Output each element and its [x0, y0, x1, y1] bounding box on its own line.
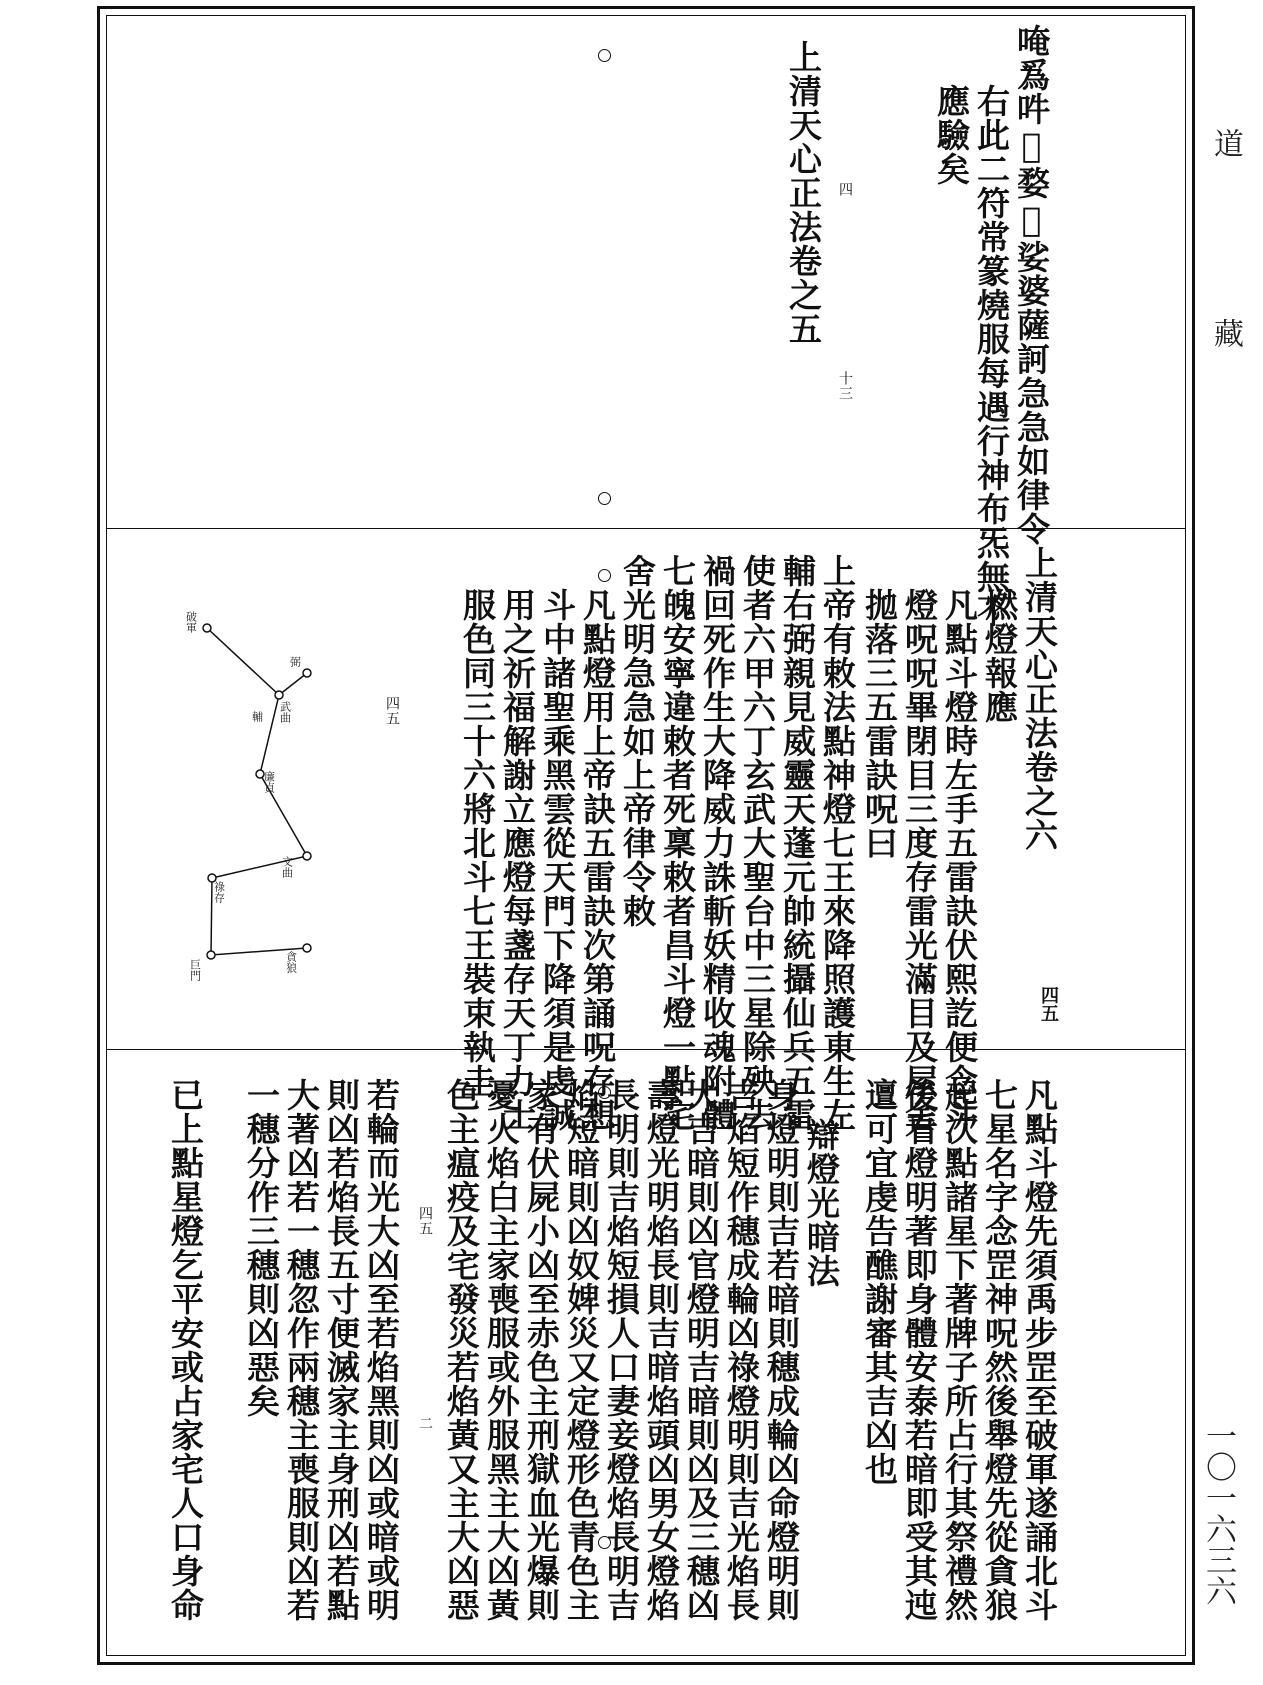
p1-mark-small: 四: [837, 182, 853, 197]
p1-col4: 上清天心正法卷之五: [784, 40, 823, 346]
p3-col12: 焰短暗則凶奴婢災又定燈形色青色主: [562, 1078, 601, 1622]
star-dot: [207, 951, 215, 959]
star-label: 弼: [288, 656, 302, 667]
p2-col15: 服色同三十六將北斗七王裝束執圭: [458, 588, 497, 1098]
p2-col6: 上帝有敕法點神燈七王來降照護東生左: [818, 554, 857, 1132]
binding-hole: [598, 1086, 611, 1099]
p1-col2: 右此二符常篆燒服每遇行神布炁無不: [972, 84, 1011, 628]
p3-col14: 憂火焰白主家喪服或外服黑主大凶黃: [482, 1078, 521, 1622]
p3-col6: 辯燈光暗法: [802, 1118, 841, 1288]
star-label: 武曲: [278, 701, 292, 723]
p3-col10: 壽燈光明焰長則吉暗焰頭凶男女燈焰: [642, 1078, 681, 1622]
star-label: 巨門: [188, 959, 202, 981]
p3-mark-num: 二: [417, 1416, 433, 1431]
page-inner-border: [106, 15, 1186, 1656]
star-label: 廉貞: [262, 771, 276, 793]
p3-col18: 大著凶若一穗忽作兩穗主喪服則凶若: [282, 1078, 321, 1622]
p3-col1: 凡點斗燈先須禹步罡至破軍遂誦北斗: [1020, 1078, 1059, 1622]
star-dot: [203, 624, 211, 632]
p2-col10: 七魄安寧違敕者死稟敕者昌斗燈一點宅: [658, 554, 697, 1132]
p2-col12: 凡點燈用上帝訣五雷訣次第誦呪存想: [578, 588, 617, 1132]
p2-col1: 上清天心正法卷之六: [1020, 546, 1059, 852]
p1-mark-num: 十三: [837, 371, 853, 401]
binding-hole: [598, 49, 611, 62]
p3-col9: 大吉暗則凶官燈明吉暗則凶及三穗凶: [682, 1078, 721, 1622]
star-dot: [303, 669, 311, 677]
star-dot: [275, 691, 283, 699]
p3-col8: 吉焰短作穗成輪凶祿燈明則吉光焰長: [722, 1078, 761, 1622]
p3-col16: 若輪而光大凶至若焰黑則凶或暗或明: [362, 1078, 401, 1622]
p2-col5: 拋落三五雷訣呪曰: [860, 588, 899, 860]
star-label: 祿存: [212, 881, 226, 903]
p3-col4: 後看燈明著即身體安泰若暗即受其迍: [900, 1078, 939, 1622]
p2-col14: 用之祈福解謝立應燈每盞存天丁力士: [498, 588, 537, 1132]
binding-hole: [598, 1536, 611, 1549]
page-frame: [97, 6, 1195, 1665]
p1-col3: 應驗矣: [932, 84, 971, 186]
p3-col15: 色主瘟疫及宅發災若焰黃又主大凶惡: [442, 1078, 481, 1622]
p2-col7: 輔右弼親見威靈天蓬元帥統攝仙兵五雷: [778, 554, 817, 1132]
star-label: 貪狼: [284, 951, 298, 973]
p3-col7: 身燈明則吉若暗則穗成輪凶命燈明則: [762, 1078, 801, 1622]
big-dipper-diagram: [157, 591, 357, 991]
p2-col13: 斗中諸聖乘黑雲從天門下降須是虔誠: [538, 588, 577, 1132]
p3-col17: 則凶若焰長五寸便滅家主身刑凶若點: [322, 1078, 361, 1622]
star-label: 文曲: [280, 856, 294, 878]
binding-hole: [598, 569, 611, 582]
p3-col20: 已上點星燈乞平安或占家宅人口身命: [166, 1078, 205, 1622]
binding-hole: [598, 1012, 611, 1025]
p2-col2: 燃燈報應: [980, 588, 1019, 724]
p2-col11: 舍光明急急如上帝律令敕: [618, 554, 657, 928]
p3-col19: 一穗分作三穗則凶惡矣: [242, 1078, 281, 1418]
star-label: 破軍: [184, 611, 198, 633]
star-label: 輔: [250, 711, 264, 722]
star-dot: [303, 944, 311, 952]
panel-divider-2: [107, 1049, 1185, 1050]
p2-col4: 燈呪呪畢閉目三度存雷光滿目及屋舍: [900, 588, 939, 1132]
p3-col3: 起次點諸星下著牌子所占行其祭禮然: [940, 1078, 979, 1622]
p2-col8: 使者六甲六丁玄武大聖台中三星除殃去: [738, 554, 777, 1132]
side-char-zang: 藏: [1208, 318, 1243, 348]
p3-col2: 七星名字念罡神呪然後舉燈先從貪狼: [980, 1078, 1019, 1622]
side-char-dao: 道: [1208, 128, 1243, 158]
volume-page-number: 一〇一六三六: [1200, 1420, 1236, 1606]
p3-col13: 家有伏屍小凶至赤色主刑獄血光爆則: [522, 1078, 561, 1622]
binding-hole: [598, 492, 611, 505]
p3-col5: 邅可宜虔告醮謝審其吉凶也: [860, 1078, 899, 1486]
p2-mark-small: 四五: [384, 696, 400, 726]
p1-col1: 唵𤔡吽𠺁婺𠺁娑婆薩訶急急如律令: [1012, 24, 1051, 546]
p2-col3: 凡點斗燈時左手五雷訣伏熙訖便念斗: [940, 588, 979, 1132]
p2-page-mark: 四五: [1038, 986, 1059, 1022]
p3-mark-small: 四五: [417, 1206, 433, 1236]
star-dot: [303, 852, 311, 860]
p2-col9: 禍回死作生大降威力誅斬妖精收魂附體: [698, 554, 737, 1132]
p3-col11: 長明則吉焰短損人口妻妾燈焰長明吉: [602, 1078, 641, 1622]
